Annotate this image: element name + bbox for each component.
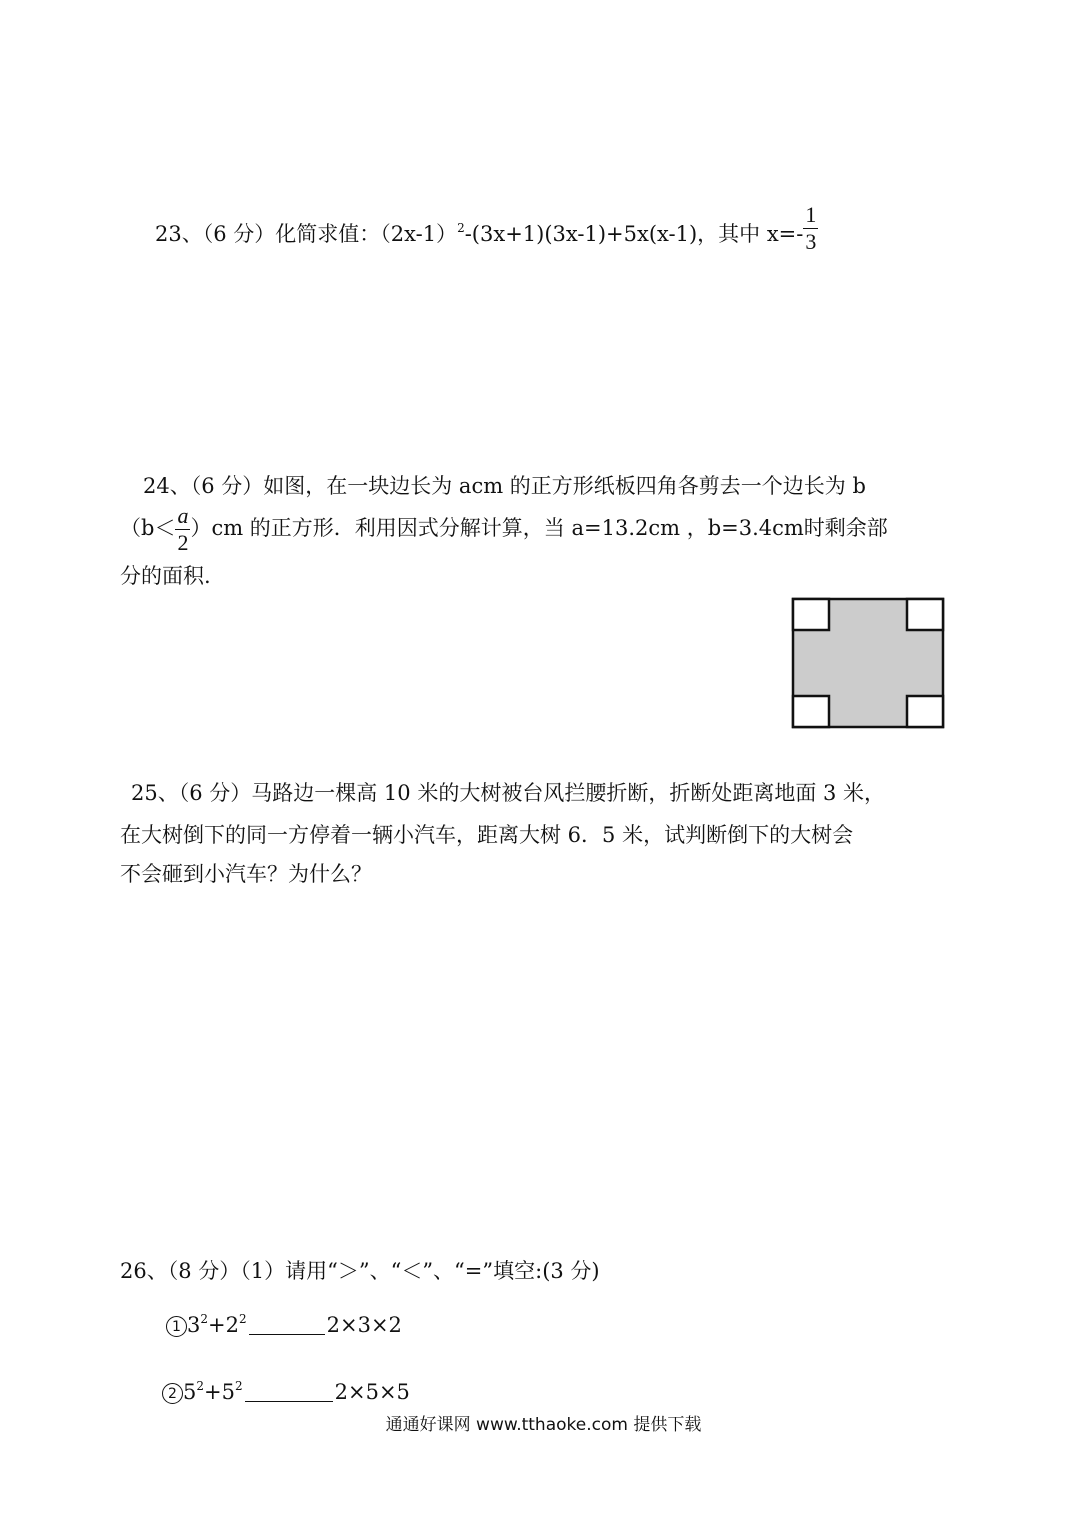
q23-exponent: 2 <box>457 221 465 235</box>
q24-fraction-denominator: 2 <box>177 530 189 555</box>
item1-exp2: 2 <box>239 1312 247 1326</box>
q23-fraction-numerator: 1 <box>805 202 817 227</box>
q23-fraction <box>803 204 818 253</box>
question-26-line-1: 26、（8 分）（1）请用“＞”、“＜”、“=”填空:(3 分) <box>120 1259 600 1283</box>
corner-cut-top-left <box>793 599 829 630</box>
item2-exp2: 2 <box>235 1379 243 1393</box>
q24-line2-post: ）cm 的正方形．利用因式分解计算，当 a=13.2cm ，b=3.4cm时剩余部 <box>190 516 888 540</box>
item2-rhs: 2×5×5 <box>334 1380 410 1404</box>
q23-middle: -(3x+1)(3x-1)+5x(x-1)，其中 x=- <box>464 222 804 246</box>
item2-exp1: 2 <box>196 1379 205 1393</box>
question-24-line-1: 24、（6 分）如图，在一块边长为 acm 的正方形纸板四角各剪去一个边长为 b <box>143 474 866 498</box>
question-24-line-3: 分的面积. <box>120 564 211 588</box>
item2-base1: 5 <box>183 1380 197 1404</box>
item2-base2: 5 <box>221 1380 235 1404</box>
question-25-line-1: 25、（6 分）马路边一棵高 10 米的大树被台风拦腰折断，折断处距离地面 3 米， <box>131 781 886 805</box>
question-24-line-2 <box>120 505 888 554</box>
corner-cut-bottom-right <box>907 696 943 727</box>
item1-exp1: 2 <box>200 1312 209 1326</box>
q24-line2-pre: （b＜ <box>120 516 176 540</box>
answer-blank-1[interactable] <box>249 1333 325 1335</box>
item2-plus: + <box>204 1380 222 1404</box>
q23-fraction-denominator: 3 <box>805 229 817 254</box>
question-26-item-1 <box>166 1313 402 1337</box>
item1-plus: + <box>208 1313 226 1337</box>
circled-number-2: 2 <box>162 1383 183 1404</box>
corner-cut-top-right <box>907 599 943 630</box>
question-23 <box>155 202 818 254</box>
item1-base2: 2 <box>225 1313 239 1337</box>
footer-source-text: 通通好课网 www.tthaoke.com 提供下载 <box>385 1415 702 1435</box>
q24-fraction <box>175 505 190 554</box>
corner-cut-bottom-left <box>793 696 829 727</box>
q23-prefix: 23、（6 分）化简求值：（2x-1） <box>155 222 458 246</box>
question-25-line-3: 不会砸到小汽车？为什么？ <box>120 862 372 886</box>
circled-number-1: 1 <box>166 1316 187 1337</box>
answer-blank-2[interactable] <box>245 1400 333 1402</box>
q24-fraction-numerator: a <box>177 503 189 528</box>
item1-base1: 3 <box>187 1313 201 1337</box>
question-25-line-2: 在大树倒下的同一方停着一辆小汽车，距离大树 6．5 米，试判断倒下的大树会 <box>120 823 854 847</box>
question-26-item-2 <box>162 1380 410 1404</box>
item1-rhs: 2×3×2 <box>326 1313 402 1337</box>
square-board-figure <box>791 597 946 731</box>
